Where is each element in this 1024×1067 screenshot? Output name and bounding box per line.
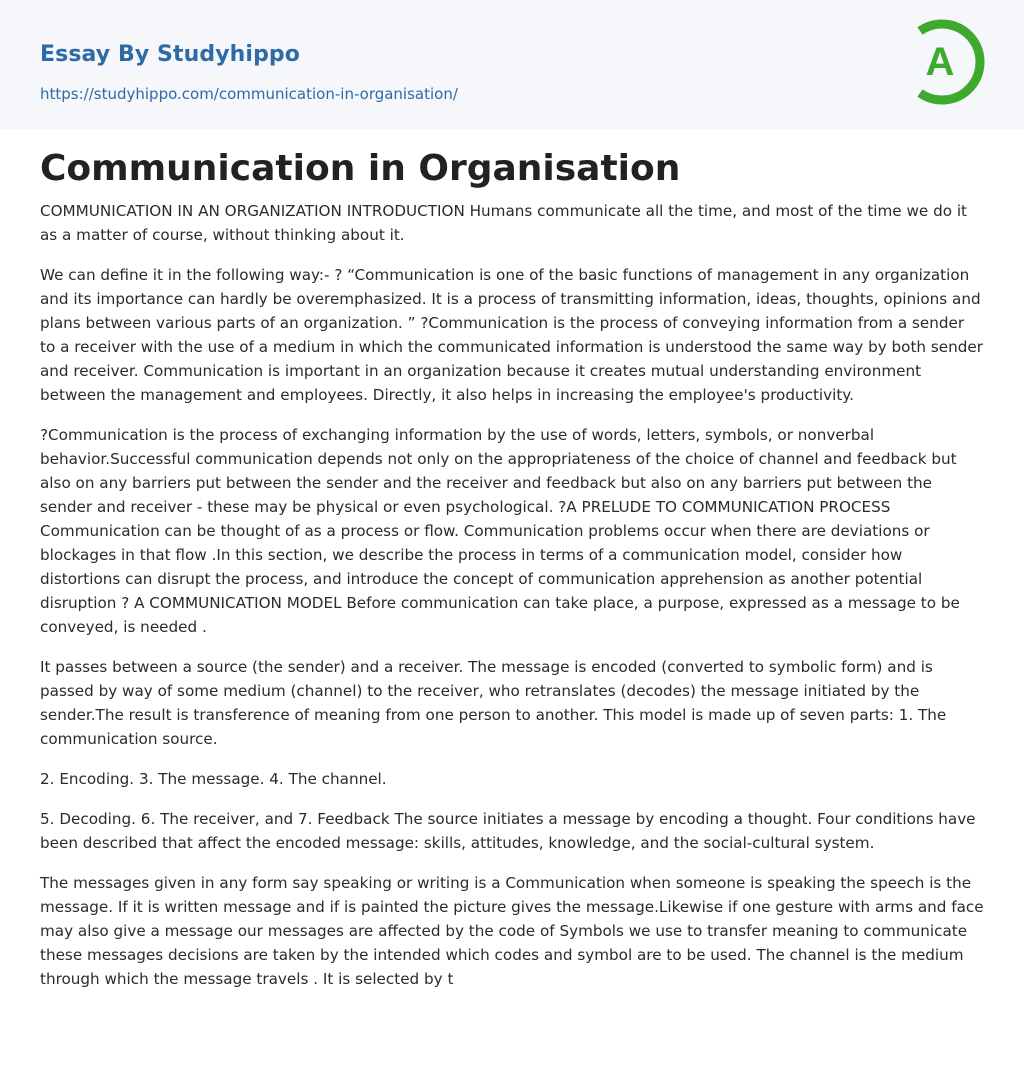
- paragraph-1: COMMUNICATION IN AN ORGANIZATION INTRODUCTION Humans communicate all the time, and most of the time we do it as a matter of course, without thinking about it.: [40, 202, 967, 244]
- studyhippo-logo-icon[interactable]: [910, 17, 988, 107]
- header: [0, 0, 1024, 129]
- paragraph-4: It passes between a source (the sender) and a receiver. The message is encoded (converted to symbolic form) and is passed by way of some medium (channel) to the receiver, who retranslates (decodes) the message initiated by the sender.The result is transference of meaning from one person to another. This model is made up of seven parts: 1. The communication source.: [40, 658, 947, 748]
- source-url-link[interactable]: https://studyhippo.com/communication-in-organisation/: [40, 85, 458, 103]
- page-title: Communication in Organisation: [40, 148, 681, 189]
- paragraph-2: We can define it in the following way:- ? “Communication is one of the basic functions of management in any organization and its importance can hardly be overemphasized. It is a process of transmitting information, ideas, thoughts, opinions and plans between various parts of an organization. ” ?Communication is the process of conveying information from a sender to a receiver with the use of a medium in which the communicated information is understood the same way by both sender and receiver. Communication is important in an organization because it creates mutual understanding environment between the management and employees. Directly, it also helps in increasing the employee's productivity.: [40, 266, 983, 404]
- site-brand[interactable]: Essay By Studyhippo: [40, 42, 300, 67]
- article: [0, 147, 1024, 991]
- paragraph-3: ?Communication is the process of exchanging information by the use of words, letters, symbols, or nonverbal behavior.Successful communication depends not only on the appropriateness of the choice of channel and feedback but also on any barriers put between the sender and the receiver and feedback but also on any barriers put between the sender and receiver - these may be physical or even psychological. ?A PRELUDE TO COMMUNICATION PROCESS Communication can be thought of as a process or flow. Communication problems occur when there are deviations or blockages in that flow .In this section, we describe the process in terms of a communication model, consider how distortions can disrupt the process, and introduce the concept of communication apprehension as another potential disruption ? A COMMUNICATION MODEL Before communication can take place, a purpose, expressed as a message to be conveyed, is needed .: [40, 426, 960, 636]
- paragraph-7: The messages given in any form say speaking or writing is a Communication when someone is speaking the speech is the message. If it is written message and if is painted the picture gives the message.Likewise if one gesture with arms and face may also give a message our messages are affected by the code of Symbols we use to transfer meaning to communicate these messages decisions are taken by the intended which codes and symbol are to be used. The channel is the medium through which the message travels . It is selected by t: [40, 874, 984, 988]
- paragraph-5: 2. Encoding. 3. The message. 4. The channel.: [40, 770, 387, 788]
- logo-letter: A: [925, 40, 955, 84]
- paragraph-6: 5. Decoding. 6. The receiver, and 7. Feedback The source initiates a message by encoding a thought. Four conditions have been described that affect the encoded message: skills, attitudes, knowledge, and the social-cultural system.: [40, 810, 976, 852]
